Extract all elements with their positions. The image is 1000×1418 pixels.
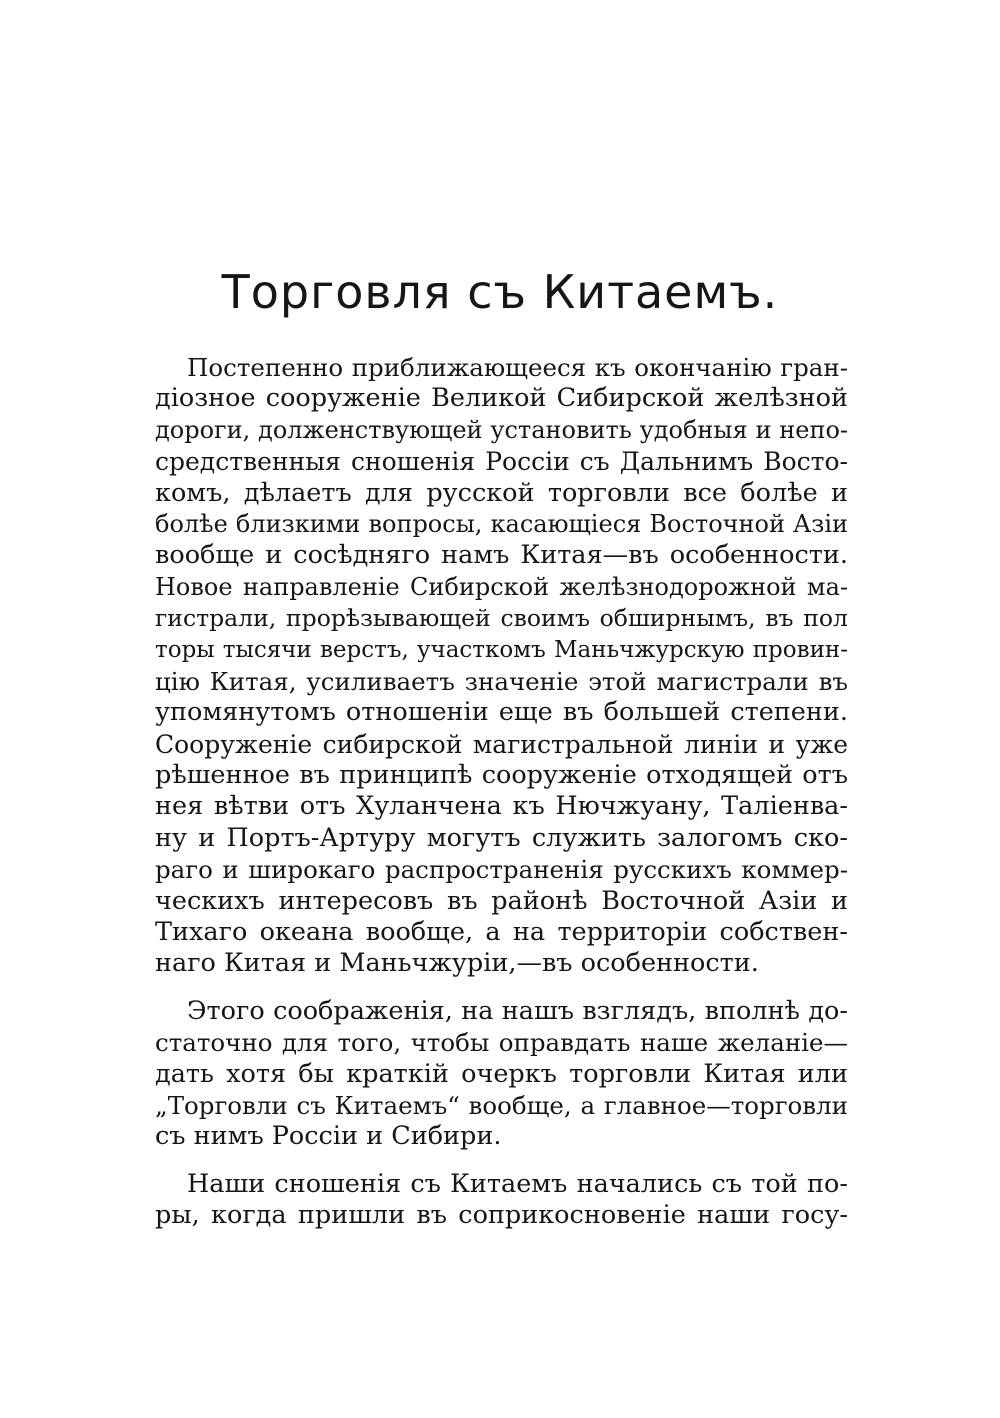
text-line: нея вѣтви отъ Хуланчена къ Нючжуану, Таліенва- xyxy=(155,791,848,822)
text-line: раго и широкаго распространенія русскихъ коммер- xyxy=(155,855,848,885)
text-line: гистрали, прорѣзывающей своимъ обширнымъ, въ пол xyxy=(155,604,848,633)
text-line: статочно для того, чтобы оправдать наше желаніе— xyxy=(155,1028,848,1058)
text-line: Этого соображенія, на нашъ взглядъ, вполнѣ до- xyxy=(187,995,848,1026)
text-line: Наши сношенія съ Китаемъ начались съ той по- xyxy=(187,1168,848,1199)
text-line: Тихаго океана вообще, а на территоріи собствен- xyxy=(155,917,848,948)
text-line: рѣшенное въ принципѣ сооруженіе отходящей отъ xyxy=(155,760,848,791)
text-line: наго Китая и Маньчжуріи,—въ особенности. xyxy=(155,948,759,979)
text-line: ры, когда пришли въ соприкосновеніе наши госу- xyxy=(155,1200,848,1231)
text-line: дать хотя бы краткій очеркъ торговли Китая или xyxy=(155,1058,848,1089)
paragraph-3 xyxy=(155,1169,848,1232)
text-line: „Торговли съ Китаемъ“ вообще, а главное—торговли xyxy=(155,1090,848,1120)
text-line: Сооруженіе сибирской магистральной линіи и уже xyxy=(155,729,848,759)
text-line: вообще и сосѣдняго намъ Китая—въ особенности. xyxy=(155,540,848,571)
text-line: ческихъ интересовъ въ районѣ Восточной Азіи и xyxy=(155,885,848,916)
text-line: комъ, дѣлаетъ для русской торговли все болѣе и xyxy=(155,477,848,508)
text-line: Постепенно приближающееся къ окончанію гран- xyxy=(187,353,848,382)
paragraph-gap xyxy=(155,1153,848,1169)
text-line: дороги, долженствующей установить удобныя и непо- xyxy=(155,415,848,444)
text-line: съ нимъ Россіи и Сибири. xyxy=(155,1121,502,1152)
text-line: діозное сооруженіе Великой Сибирской желѣзной xyxy=(155,383,848,414)
text-line: торы тысячи верстъ, участкомъ Маньчжурскую провин- xyxy=(155,636,848,663)
paragraph-2 xyxy=(155,996,848,1153)
text-line: ну и Портъ-Артуру могутъ служить залогомъ ско- xyxy=(155,822,848,853)
paragraph-gap xyxy=(155,980,848,996)
text-line: упомянутомъ отношеніи еще въ большей степени. xyxy=(155,697,848,728)
page-title: Торговля съ Китаемъ. xyxy=(221,265,779,319)
text-line: цію Китая, усиливаетъ значеніе этой магистрали въ xyxy=(155,666,848,696)
paragraph-1 xyxy=(155,352,848,980)
text-line: Новое направленіе Сибирской желѣзнодорожной ма- xyxy=(155,572,848,601)
text-line: средственныя сношенія Россіи съ Дальнимъ Восто- xyxy=(155,447,848,477)
text-line: болѣе близкими вопросы, касающіеся Восточной Азіи xyxy=(155,509,848,538)
body-text xyxy=(155,352,848,1232)
